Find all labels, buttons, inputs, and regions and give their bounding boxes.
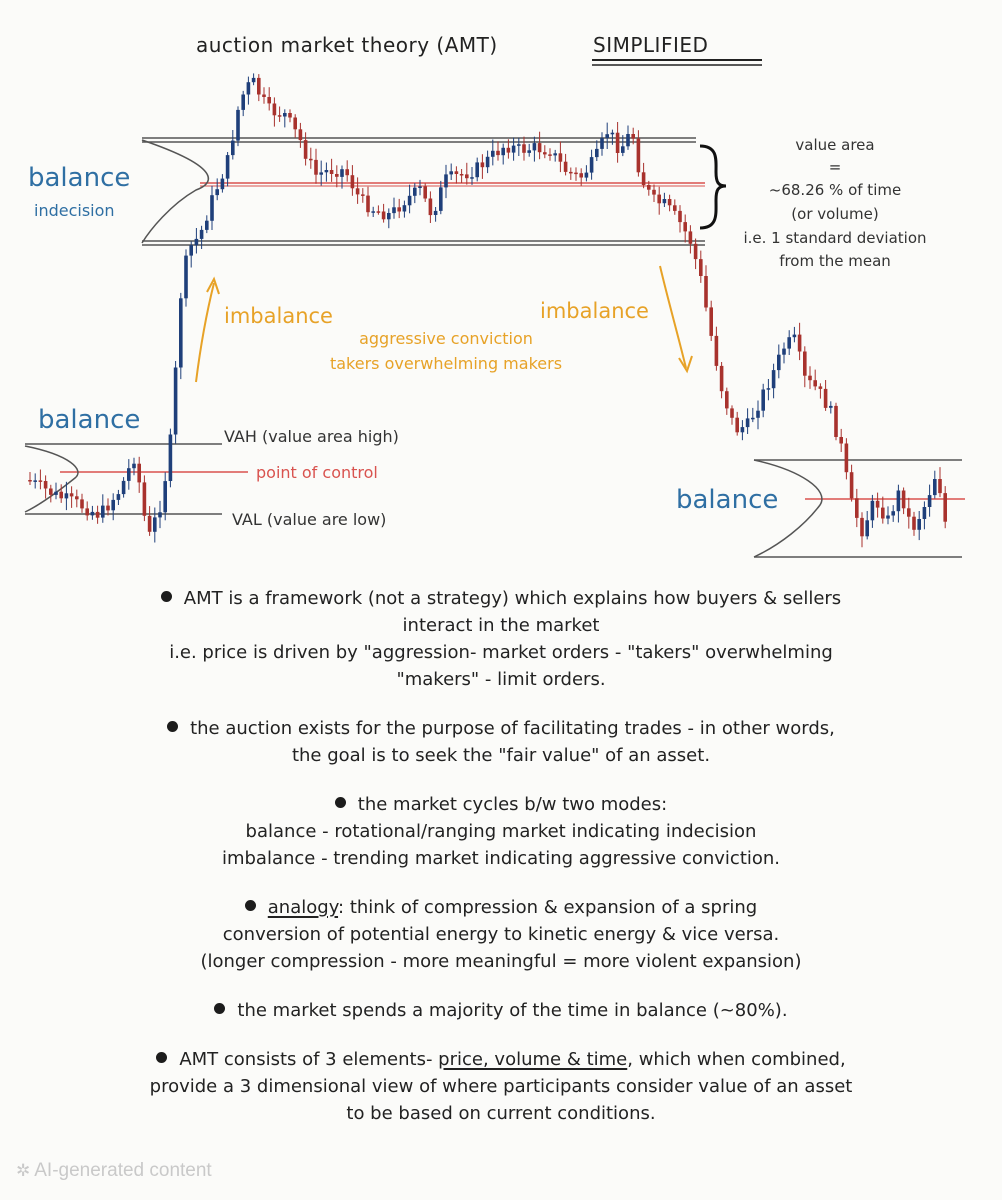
note-balance-time <box>20 997 982 1024</box>
candle-body <box>730 408 734 417</box>
candle-body <box>397 207 401 211</box>
candle-body <box>444 174 448 187</box>
candle-body <box>293 118 297 130</box>
value-area-line-2: = <box>828 158 842 176</box>
candle-body <box>694 244 698 259</box>
candle-body <box>652 190 656 195</box>
note-2-line-2: the goal is to seek the "fair value" of an asset. <box>291 745 711 766</box>
candle-body <box>455 171 459 174</box>
candle-body <box>143 482 147 515</box>
candle-body <box>475 162 479 177</box>
candle-body <box>834 406 838 437</box>
candle-body <box>65 493 69 498</box>
candle-body <box>819 386 823 389</box>
note-1-line-1: AMT is a framework (not a strategy) which explains how buyers & sellers <box>183 588 842 609</box>
note-4-line-3: (longer compression - more meaningful = more violent expansion) <box>200 951 802 972</box>
candle-body <box>798 335 802 352</box>
amt-diagram <box>0 0 1002 585</box>
candle-body <box>647 185 651 190</box>
note-elements <box>20 1046 982 1127</box>
candle-body <box>351 175 355 188</box>
candle-body <box>569 172 573 174</box>
candle-body <box>465 174 469 178</box>
candle-body <box>725 391 729 408</box>
val-label: VAL (value are low) <box>232 510 387 529</box>
aggressive-conviction-label: aggressive conviction <box>359 329 533 348</box>
candle-body <box>470 177 474 179</box>
candle-body <box>855 498 859 518</box>
candle-body <box>574 173 578 175</box>
candle-body <box>533 143 537 150</box>
candle-body <box>283 113 287 117</box>
candle-body <box>85 508 89 515</box>
note-4-line-1: : think of compression & expansion of a spring <box>338 897 758 918</box>
note-1-line-2: interact in the market <box>402 615 600 636</box>
candle-body <box>600 138 604 149</box>
note-3-line-3: imbalance - trending market indicating aggressive conviction. <box>221 848 781 869</box>
candle-body <box>418 187 422 189</box>
candle-body <box>226 155 230 179</box>
candle-body <box>673 205 677 211</box>
candle-body <box>304 140 308 159</box>
note-4-line-2: conversion of potential energy to kinetic energy & vice versa. <box>222 924 780 945</box>
candle-body <box>377 211 381 213</box>
imbalance-label-left: imbalance <box>224 304 333 328</box>
bullet-icon <box>214 1003 225 1014</box>
bullet-icon <box>161 591 172 602</box>
candle-body <box>101 506 105 518</box>
candle-body <box>449 171 453 174</box>
candle-body <box>829 406 833 408</box>
candle-body <box>361 194 365 196</box>
candle-body <box>423 187 427 199</box>
candle-body <box>137 464 141 483</box>
candle-body <box>429 199 433 216</box>
note-2-line-1: the auction exists for the purpose of facilitating trades - in other words, <box>190 718 835 739</box>
candle-body <box>564 162 568 172</box>
candle-body <box>897 491 901 512</box>
candle-body <box>382 212 386 220</box>
candle-body <box>735 418 739 433</box>
candle-body <box>933 479 937 495</box>
candle-body <box>288 113 292 118</box>
candle-body <box>501 148 505 155</box>
candle-body <box>96 512 100 518</box>
note-6-line-1-start: AMT consists of 3 elements- <box>179 1049 439 1070</box>
note-6-line-1-end: , which when combined, <box>627 1049 846 1070</box>
top-volume-profile <box>142 140 208 243</box>
candle-body <box>153 517 157 531</box>
candle-body <box>943 493 947 522</box>
candle-body <box>496 151 500 155</box>
candle-body <box>111 500 115 510</box>
candle-body <box>611 133 615 135</box>
candle-body <box>522 144 526 153</box>
candle-body <box>741 427 745 432</box>
sparkle-icon: ✲ <box>16 1161 31 1180</box>
candle-body <box>241 95 245 110</box>
candle-body <box>210 195 214 221</box>
candle-body <box>631 134 635 139</box>
candle-body <box>49 489 53 495</box>
candle-body <box>704 276 708 308</box>
candle-body <box>637 139 641 173</box>
candle-body <box>777 355 781 370</box>
candle-body <box>28 480 32 482</box>
candle-body <box>923 507 927 519</box>
candle-body <box>330 170 334 174</box>
candle-body <box>205 221 209 230</box>
ai-watermark <box>16 1160 212 1182</box>
candle-body <box>709 307 713 336</box>
candle-body <box>189 245 193 255</box>
candle-body <box>236 110 240 141</box>
candle-body <box>767 388 771 390</box>
value-area-line-5: i.e. 1 standard deviation <box>743 229 927 247</box>
candle-body <box>299 129 303 140</box>
candle-body <box>174 368 178 435</box>
candle-body <box>507 148 511 153</box>
candle-body <box>517 144 521 146</box>
candle-body <box>91 512 95 516</box>
candle-body <box>642 172 646 185</box>
bullet-icon <box>335 797 346 808</box>
left-volume-profile <box>25 446 78 512</box>
candle-body <box>787 337 791 348</box>
candle-body <box>678 211 682 222</box>
note-6-line-3: to be based on current conditions. <box>346 1103 656 1124</box>
candle-body <box>408 196 412 206</box>
poc-label: point of control <box>256 463 378 482</box>
candle-body <box>257 78 261 95</box>
candle-body <box>80 499 84 508</box>
note-market-modes <box>20 791 982 872</box>
candle-body <box>751 418 755 420</box>
note-1-line-4: "makers" - limit orders. <box>396 669 606 690</box>
candle-body <box>865 520 869 536</box>
candle-body <box>543 152 547 154</box>
watermark-text: AI-generated content <box>34 1160 212 1181</box>
note-auction-purpose <box>20 715 982 769</box>
candle-body <box>668 199 672 205</box>
candle-body <box>340 169 344 177</box>
note-framework <box>20 585 982 693</box>
note-analogy <box>20 894 982 975</box>
candle-body <box>917 519 921 530</box>
balance-label-left: balance <box>38 405 141 435</box>
candle-body <box>803 352 807 376</box>
candle-body <box>699 259 703 276</box>
candle-body <box>793 335 797 338</box>
candle-body <box>106 506 110 511</box>
note-6-emphasis: price, volume & time <box>438 1049 628 1070</box>
candle-body <box>548 154 552 156</box>
candle-body <box>756 411 760 418</box>
candle-body <box>345 169 349 175</box>
candle-body <box>621 146 625 153</box>
balance-label-top: balance <box>28 163 131 193</box>
balance-label-right: balance <box>676 485 779 515</box>
candle-body <box>824 389 828 408</box>
bullet-icon <box>245 900 256 911</box>
candle-body <box>527 150 531 153</box>
candle-body <box>247 82 251 94</box>
candle-body <box>403 205 407 211</box>
candle-body <box>590 157 594 173</box>
candle-body <box>689 231 693 243</box>
candle-body <box>169 435 173 482</box>
candle-body <box>715 336 719 366</box>
candle-body <box>559 153 563 161</box>
candle-body <box>585 173 589 178</box>
candle-body <box>335 174 339 177</box>
candle-body <box>195 239 199 245</box>
candle-body <box>309 159 313 161</box>
candle-body <box>891 511 895 515</box>
candle-body <box>595 149 599 157</box>
candle-body <box>33 480 37 482</box>
candle-body <box>132 464 136 469</box>
candle-body <box>319 172 323 174</box>
candle-body <box>434 211 438 215</box>
bullet-icon <box>156 1052 167 1063</box>
indecision-label: indecision <box>34 201 115 220</box>
candle-body <box>782 349 786 355</box>
candle-body <box>262 95 266 98</box>
value-area-line-6: from the mean <box>779 252 891 270</box>
candle-body <box>75 496 79 499</box>
candle-body <box>122 481 126 494</box>
candle-body <box>839 437 843 444</box>
candle-body <box>371 211 375 213</box>
note-3-line-1: the market cycles b/w two modes: <box>357 794 668 815</box>
candle-body <box>860 518 864 536</box>
candle-body <box>902 491 906 509</box>
candle-body <box>215 189 219 195</box>
candle-body <box>761 390 765 411</box>
candle-body <box>127 468 131 481</box>
candle-body <box>179 298 183 367</box>
candle-body <box>267 97 271 103</box>
candle-body <box>683 222 687 231</box>
candle-body <box>871 501 875 521</box>
bullet-icon <box>167 721 178 732</box>
candle-body <box>876 501 880 508</box>
candle-body <box>938 479 942 493</box>
takers-overwhelming-label: takers overwhelming makers <box>329 354 563 373</box>
candle-body <box>881 508 885 519</box>
candle-body <box>845 444 849 473</box>
candle-body <box>163 481 167 512</box>
candle-body <box>387 213 391 219</box>
candle-body <box>772 370 776 388</box>
value-area-line-4: (or volume) <box>791 205 879 223</box>
candle-body <box>439 187 443 211</box>
candle-body <box>70 493 74 496</box>
candle-body <box>252 78 256 82</box>
candle-body <box>579 173 583 177</box>
candle-body <box>663 199 667 203</box>
value-area-line-3: ~68.26 % of time <box>768 181 902 199</box>
candle-body <box>366 196 370 213</box>
candle-body <box>413 188 417 196</box>
curly-brace-icon <box>700 146 726 228</box>
candle-body <box>538 143 542 152</box>
candle-body <box>605 134 609 138</box>
candle-body <box>200 230 204 239</box>
value-area-line-1: value area <box>795 136 875 154</box>
imbalance-arrow-down-icon <box>660 266 692 371</box>
candle-body <box>158 512 162 517</box>
candle-body <box>626 134 630 146</box>
candle-body <box>54 492 58 495</box>
page-title-emphasis: SIMPLIFIED <box>593 33 709 57</box>
candle-body <box>512 146 516 153</box>
candle-body <box>813 380 817 386</box>
candle-body <box>912 517 916 530</box>
candle-body <box>59 492 63 499</box>
candle-body <box>231 141 235 156</box>
candle-body <box>657 195 661 204</box>
candle-body <box>460 174 464 176</box>
candle-body <box>184 256 188 299</box>
value-area-annotation <box>743 136 926 270</box>
candle-body <box>356 188 360 194</box>
candle-body <box>746 418 750 427</box>
candle-body <box>273 104 277 116</box>
imbalance-arrow-up-icon <box>196 279 219 382</box>
vah-label: VAH (value area high) <box>224 427 399 446</box>
candle-body <box>392 207 396 213</box>
candle-body <box>221 179 225 190</box>
candle-body <box>553 153 557 155</box>
candle-body <box>148 516 152 532</box>
candle-body <box>486 157 490 167</box>
candle-body <box>39 480 43 482</box>
candle-body <box>481 162 485 167</box>
candle-body <box>117 494 121 500</box>
note-4-keyword: analogy <box>267 897 339 918</box>
note-1-line-3: i.e. price is driven by "aggression- market orders - "takers" overwhelming <box>169 642 833 663</box>
candle-body <box>616 133 620 153</box>
notes-section <box>20 585 982 1149</box>
note-6-line-2: provide a 3 dimensional view of where participants consider value of an asset <box>149 1076 853 1097</box>
note-5-line-1: the market spends a majority of the time in balance (~80%). <box>237 1000 788 1021</box>
note-3-line-2: balance - rotational/ranging market indicating indecision <box>245 821 757 842</box>
page-title: auction market theory (AMT) <box>196 33 498 57</box>
candle-body <box>278 115 282 117</box>
candle-body <box>491 151 495 157</box>
candle-body <box>850 472 854 498</box>
candle-body <box>808 376 812 381</box>
candle-body <box>907 508 911 516</box>
candle-body <box>886 516 890 519</box>
candle-body <box>314 160 318 175</box>
candle-body <box>720 366 724 391</box>
candle-body <box>928 495 932 507</box>
imbalance-label-right: imbalance <box>540 299 649 323</box>
candle-body <box>44 481 48 489</box>
candle-body <box>325 170 329 172</box>
